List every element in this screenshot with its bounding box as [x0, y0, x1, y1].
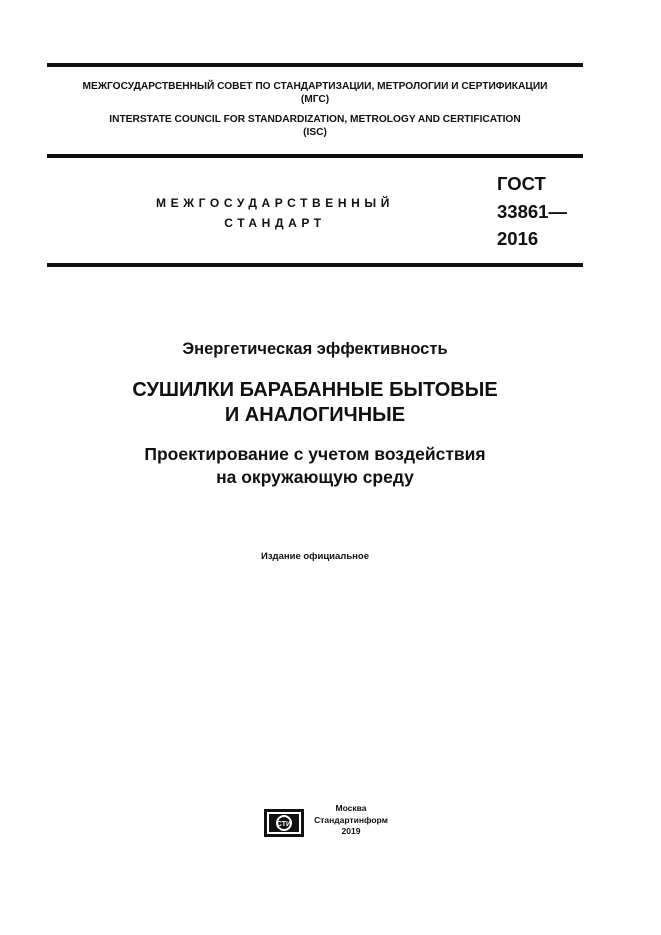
standard-type	[150, 193, 400, 233]
council-ru-abbr: (МГС)	[300, 94, 330, 105]
publisher-city: Москва	[335, 803, 367, 813]
council-ru-name: МЕЖГОСУДАРСТВЕННЫЙ СОВЕТ ПО СТАНДАРТИЗАЦИИ, МЕТРОЛОГИИ И СЕРТИФИКАЦИИ	[82, 81, 548, 92]
council-en	[47, 113, 583, 139]
gost-number: 33861—	[497, 200, 567, 222]
title-part	[47, 443, 583, 489]
edition-note: Издание официальное	[261, 551, 369, 562]
council-en-name: INTERSTATE COUNCIL FOR STANDARDIZATION, METROLOGY AND CERTIFICATION	[109, 114, 521, 125]
publisher-name: Стандартинформ	[314, 814, 388, 825]
standard-type-line1: МЕЖГОСУДАРСТВЕННЫЙ	[156, 196, 394, 210]
council-ru	[47, 80, 583, 106]
publisher-year: 2019	[341, 826, 361, 836]
gost-label: ГОСТ	[497, 173, 546, 194]
council-en-abbr: (ISC)	[303, 127, 327, 138]
title-part-line2: на окружающую среду	[216, 467, 414, 487]
title-main-line1: СУШИЛКИ БАРАБАННЫЕ БЫТОВЫЕ	[132, 379, 498, 401]
publisher-block	[308, 803, 394, 838]
standartinform-logo-icon	[264, 809, 304, 837]
standard-type-line2: СТАНДАРТ	[224, 216, 326, 230]
title-main-line2: И АНАЛОГИЧНЫЕ	[224, 404, 406, 426]
bottom-rule	[47, 263, 583, 267]
svg-text:СТИ: СТИ	[276, 821, 292, 828]
top-rule	[47, 63, 583, 67]
middle-rule	[47, 154, 583, 158]
gost-year: 2016	[497, 228, 539, 249]
title-subject: Энергетическая эффективность	[182, 340, 448, 358]
title-main	[47, 378, 583, 428]
gost-designation	[497, 170, 567, 253]
title-part-line1: Проектирование с учетом воздействия	[144, 444, 486, 464]
